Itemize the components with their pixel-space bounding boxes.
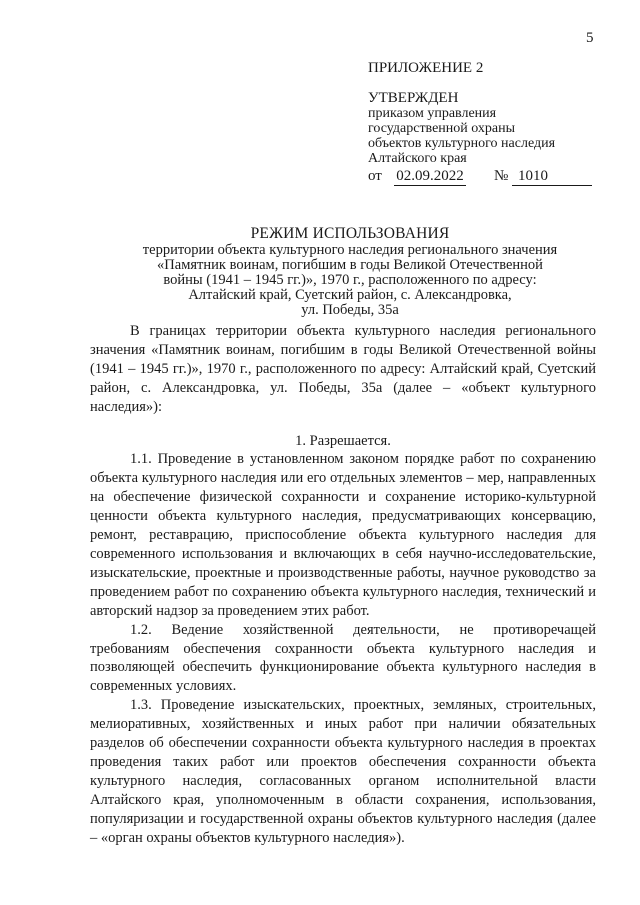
intro-paragraph: В границах территории объекта культурного наследия регионального значения «Памятник воинам, погибшим в годы Великой Отечественной войны (1941 – 1945 гг.)», 1970 г., расположенного по адресу: Алтайский край, Суетский район, с. Александровка, ул. Победы, 35а (далее – «объект культурного наследия»): [90, 323, 596, 415]
title-line: территории объекта культурного наследия регионального значения [142, 242, 558, 258]
title-heading: РЕЖИМ ИСПОЛЬЗОВАНИЯ [250, 225, 450, 242]
order-number-sign: № [494, 168, 509, 184]
approval-lines [368, 106, 555, 166]
title-line: ул. Победы, 35а [301, 302, 399, 318]
clause-paragraph: 1.1. Проведение в установленном законом порядке работ по сохранению объекта культурного наследия или его отдельных элементов – мер, направленных на обеспечение физической сохранности и сохранение историко-культурной ценности объекта культурного наследия, предусматривающих консервацию, ремонт, реставрацию, приспособление объекта культурного наследия для современного использования и включающих в себя научно-исследовательские, изыскательские, проектные и производственные работы, научное руководство за проведением работ по сохранению объекта культурного наследия, технический и авторский надзор за проведением этих работ. [90, 451, 596, 619]
order-date: 02.09.2022 [394, 168, 466, 186]
title-line: Алтайский край, Суетский район, с. Александровка, [188, 287, 512, 303]
order-row [368, 168, 555, 188]
approval-line: государственной охраны [368, 121, 516, 136]
approval-block [368, 60, 555, 188]
approved-label: УТВЕРЖДЕН [368, 90, 459, 106]
appendix-label: ПРИЛОЖЕНИЕ 2 [368, 60, 484, 76]
approval-line: объектов культурного наследия [368, 136, 556, 151]
order-number: 1010 [512, 168, 592, 186]
section-heading: 1. Разрешается. [295, 432, 391, 449]
clause-paragraph: 1.2. Ведение хозяйственной деятельности, не противоречащей требованиям обеспечения сохранности объекта культурного наследия и позволяющей обеспечить функционирование объекта культурного наследия в современных условиях. [90, 621, 596, 695]
order-from-label: от [368, 168, 382, 184]
title-line: «Памятник воинам, погибшим в годы Великой Отечественной [157, 257, 543, 273]
document-title [90, 225, 610, 318]
approval-line: приказом управления [368, 106, 497, 121]
approval-line: Алтайского края [368, 151, 467, 166]
page-number: 5 [586, 30, 594, 46]
title-line: войны (1941 – 1945 гг.)», 1970 г., расположенного по адресу: [163, 272, 537, 288]
clause-paragraph: 1.3. Проведение изыскательских, проектных, земляных, строительных, мелиоративных, хозяйственных и иных работ при наличии обязательных разделов об обеспечении сохранности объекта культурного наследия в проектах проведения таких работ или проектов обеспечения сохранности объекта культурного наследия, согласованных органом исполнительной власти Алтайского края, уполномоченным в области сохранения, использования, популяризации и государственной охраны объектов культурного наследия (далее – «орган охраны объектов культурного наследия»). [90, 697, 596, 846]
document-body [90, 322, 596, 847]
